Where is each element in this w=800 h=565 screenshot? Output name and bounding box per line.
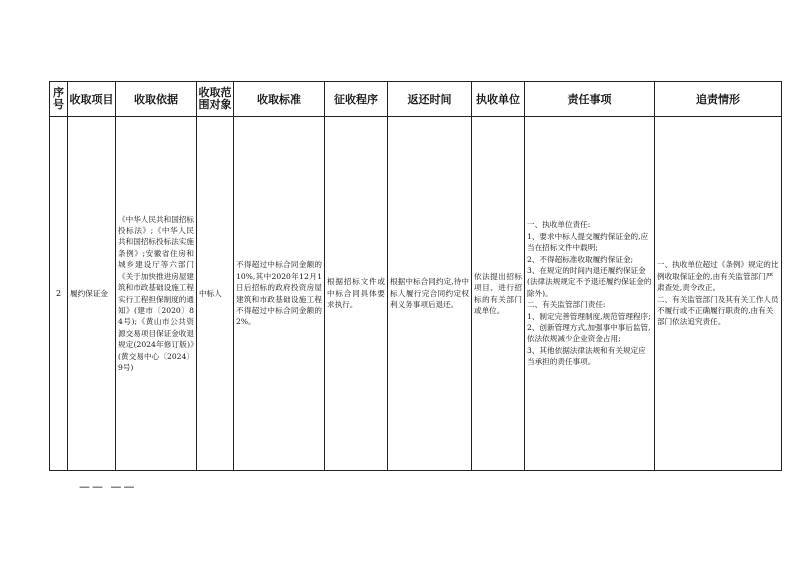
header-basis: 收取依据 — [116, 82, 197, 117]
header-return-time: 返还时间 — [388, 82, 472, 117]
cell-accountability — [655, 117, 782, 471]
header-standard: 收取标准 — [234, 82, 325, 117]
row-basis: 《中华人民共和国招标投标法》;《中华人民共和国招标投标法实施条例》;安徽省住房和城乡建设厅等六部门《关于加快推进房屋建筑和市政基础设施工程实行工程担保制度的通知》(建市〔2020〕84号);《黄山市公共资源交易项目保证金收退规定(2024年修订版)》(黄交易中心〔2024〕9号) — [118, 214, 194, 372]
row-procedure: 根据招标文件或中标合同具体要求执行。 — [327, 277, 385, 310]
header-duty: 责任事项 — [525, 82, 655, 117]
header-accountability: 追责情形 — [655, 82, 782, 117]
header-row — [50, 82, 782, 117]
header-scope: 收取范围对象 — [197, 82, 234, 117]
cell-index — [50, 117, 68, 471]
header-unit: 执收单位 — [472, 82, 525, 117]
row-scope: 中标人 — [199, 288, 222, 298]
cell-duty — [525, 117, 655, 471]
header-procedure: 征收程序 — [325, 82, 388, 117]
cell-basis — [116, 117, 197, 471]
row-accountability: 一、执收单位超过《条例》规定的比例收取保证金的,由有关监管部门严肃查处,责令改正。 二、有关监管部门及其有关工作人员不履行或不正确履行职责的,由有关部门依法追究责任。 — [657, 260, 779, 327]
row-item: 履约保证金 — [70, 288, 108, 298]
row-unit: 依法提出招标项目、进行招标的有关部门或单位。 — [474, 271, 522, 315]
row-standard: 不得超过中标合同金额的10%,其中2020年12月1日后招标的政府投资房屋建筑和市政基础设施工程不得超过中标合同金额的2%。 — [236, 260, 322, 327]
row-duty: 一、执收单位责任: 1、要求中标人提交履约保证金的,应当在招标文件中载明; 2、不得超标准收取履约保证金; 3、在规定的时间内退还履约保证金(法律法规规定不予退还履约保证金的除外)。 二、有关监管部门责任: 1、制定完善管理制度,规范管理程序; 2、创新管理方式,加强事中事后监管,依法依规减少企业资金占用; 3、其他依据法律法规和有关规定应当承担的责任事项。 — [527, 220, 652, 367]
cell-procedure — [325, 117, 388, 471]
cell-scope — [197, 117, 234, 471]
table-row — [50, 117, 782, 471]
header-index: 序号 — [50, 82, 68, 117]
cell-return-time — [388, 117, 472, 471]
fee-table — [49, 81, 782, 471]
cell-standard — [234, 117, 325, 471]
row-return-time: 根据中标合同约定,待中标人履行完合同约定权利义务事项后退还。 — [390, 277, 469, 310]
cell-item — [68, 117, 116, 471]
row-index: 2 — [55, 288, 62, 298]
page-footer-dashes: —— —— — [79, 480, 137, 493]
header-item: 收取项目 — [68, 82, 116, 117]
cell-unit — [472, 117, 525, 471]
